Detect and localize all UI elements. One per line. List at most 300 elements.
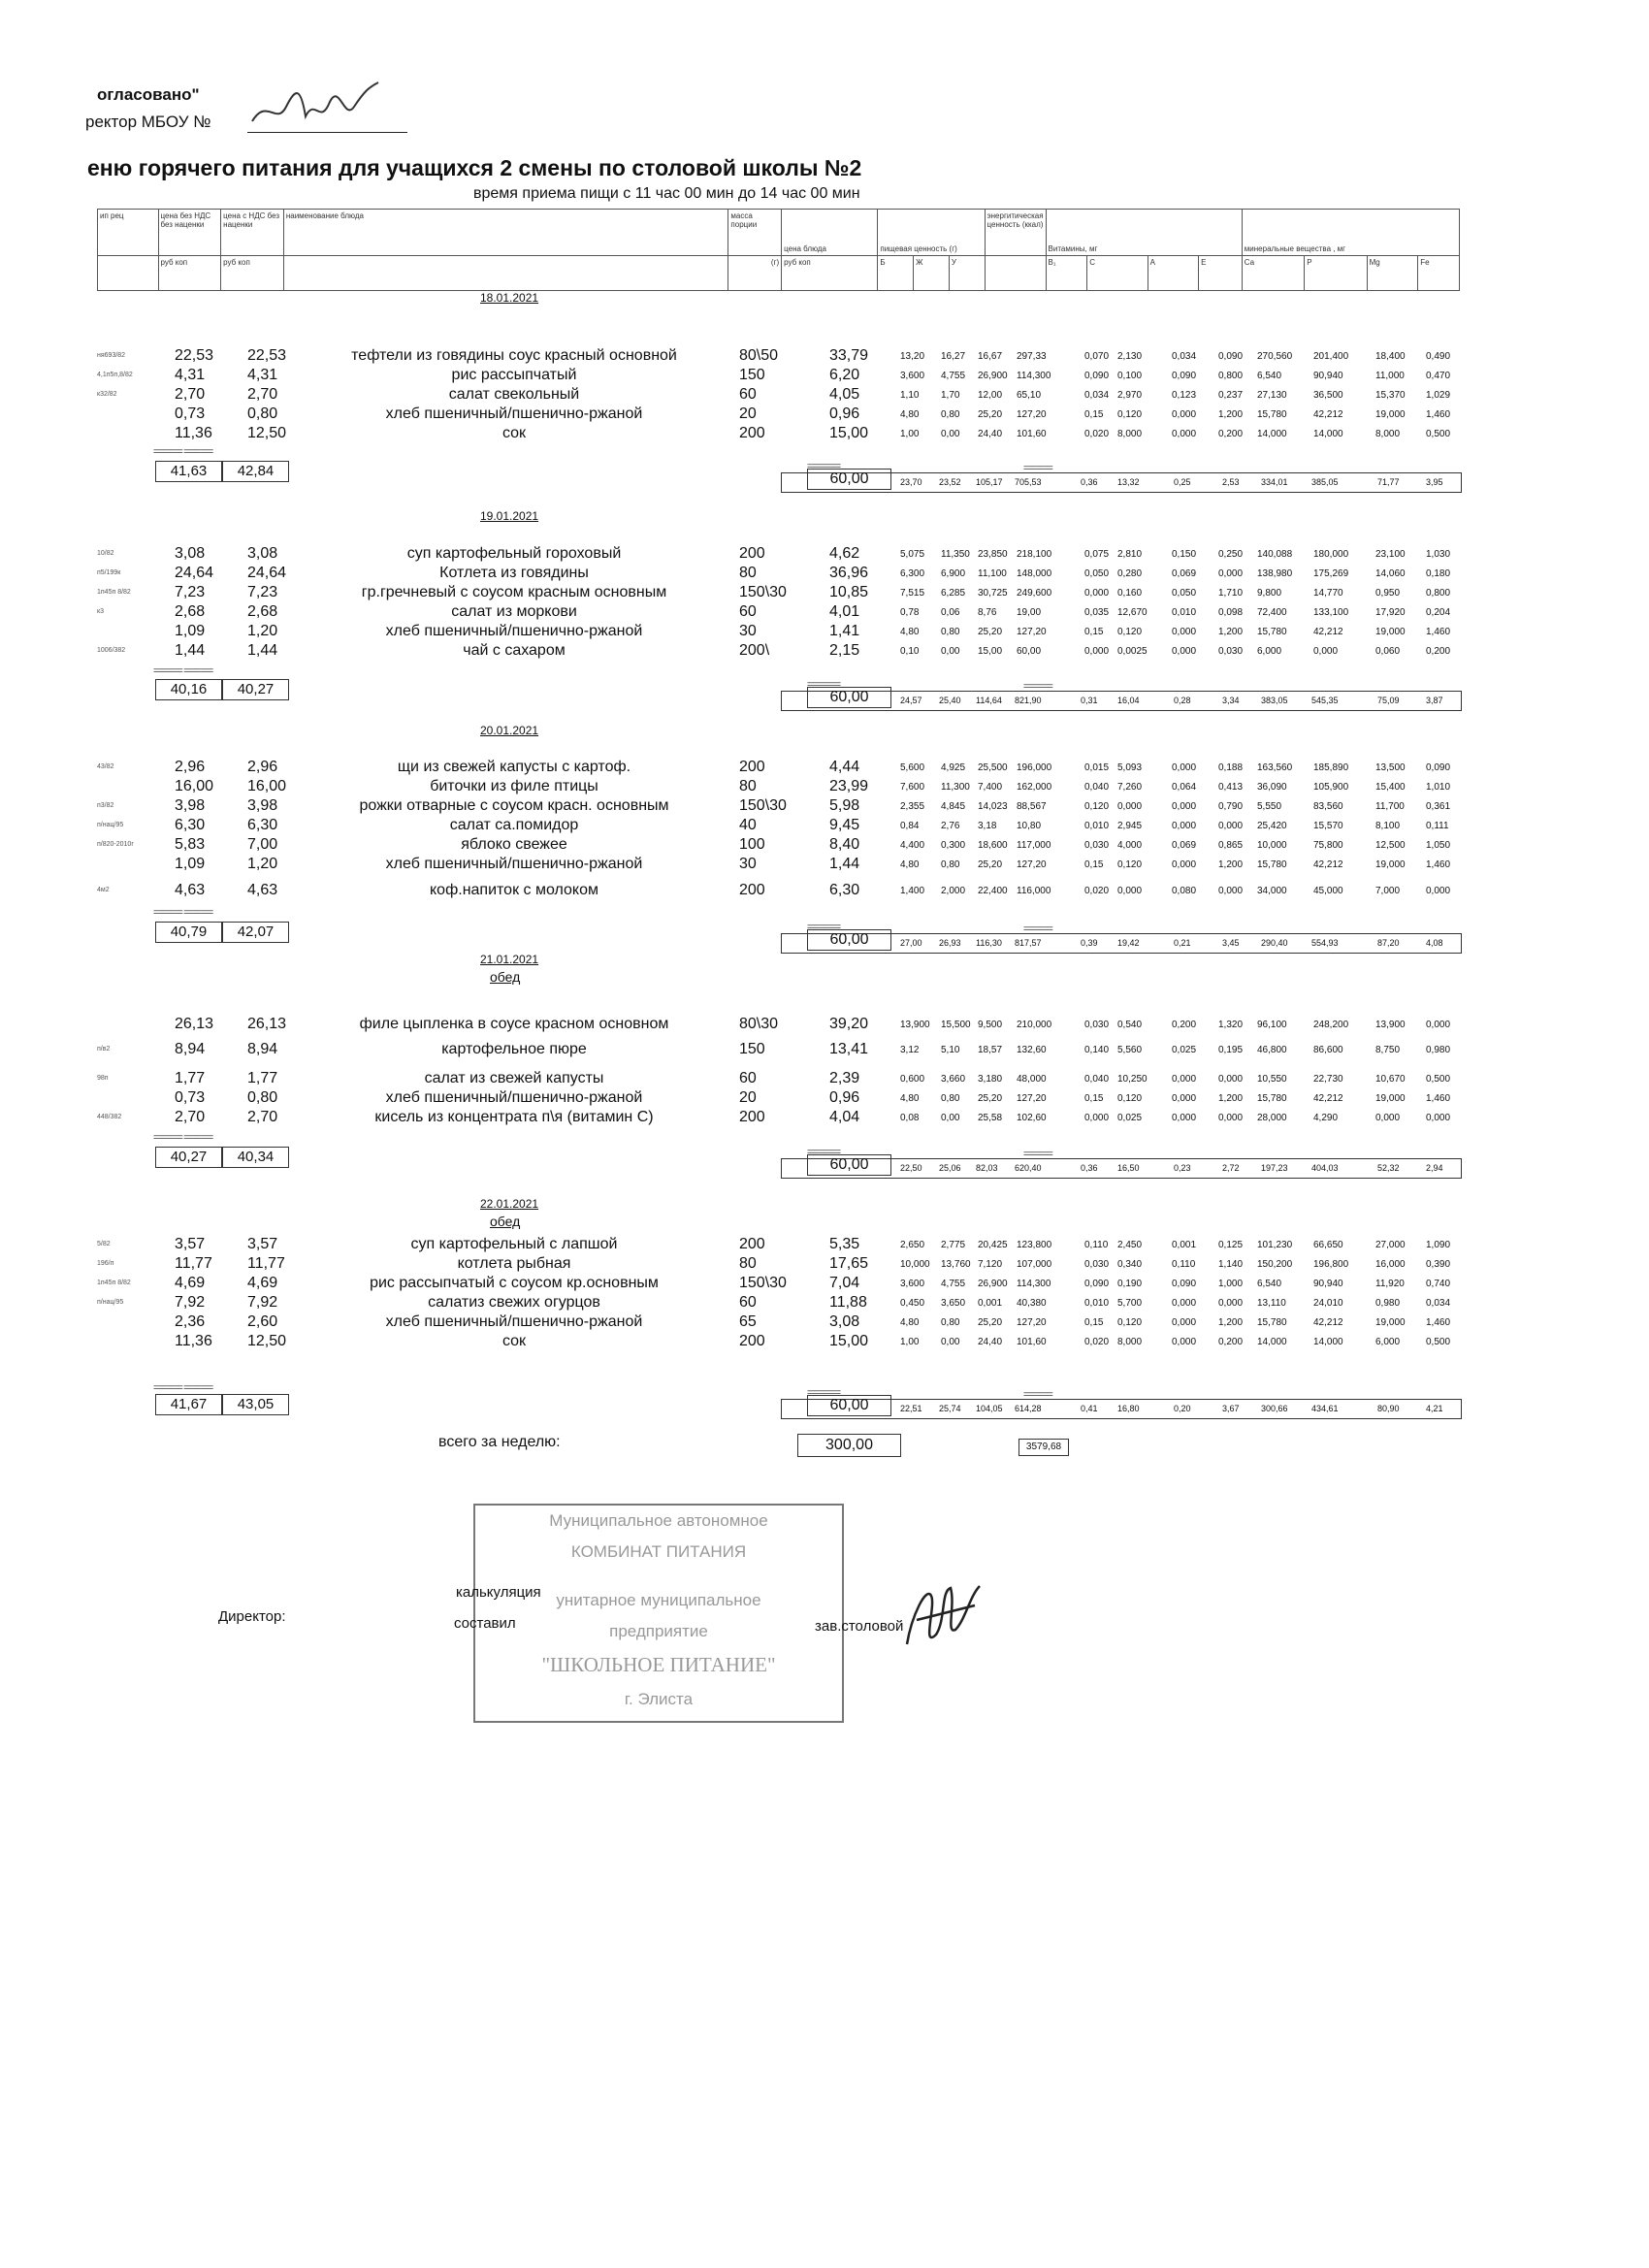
nutrition-value: 4,80 [900, 627, 920, 637]
nutrition-value: 0,030 [1084, 1020, 1110, 1030]
dish-price: 7,04 [829, 1275, 860, 1291]
day-total-value: 0,20 [1174, 1404, 1191, 1413]
nutrition-value: 0,111 [1426, 821, 1449, 831]
stamp-line: КОМБИНАТ ПИТАНИЯ [570, 1542, 747, 1561]
nutrition-value: 13,20 [900, 351, 925, 362]
nutrition-value: 0,030 [1084, 1259, 1110, 1270]
dish-name: суп картофельный с лапшой [410, 1236, 618, 1252]
price-no-vat: 2,96 [175, 759, 206, 775]
dish-price: 11,88 [829, 1294, 867, 1311]
recipe-code: 4м2 [97, 887, 110, 893]
nutrition-value: 16,000 [1375, 1259, 1406, 1270]
day-total-value: 0,23 [1174, 1163, 1191, 1173]
nutrition-value: 11,000 [1375, 371, 1405, 381]
nutrition-value: 9,500 [978, 1020, 1003, 1030]
day-date: 19.01.2021 [480, 509, 539, 523]
nutrition-value: 25,20 [978, 859, 1003, 870]
nutrition-value: 22,730 [1313, 1074, 1343, 1085]
nutrition-value: 0,15 [1084, 1317, 1104, 1328]
nutrition-value: 0,034 [1172, 351, 1197, 362]
day-total-value: 75,09 [1377, 696, 1400, 705]
day-total-value: 22,50 [900, 1163, 922, 1173]
nutrition-value: 4,80 [900, 859, 920, 870]
nutrition-value: 0,950 [1375, 588, 1401, 599]
nutrition-value: 46,800 [1257, 1045, 1287, 1055]
nutrition-value: 14,060 [1375, 568, 1406, 579]
nutrition-value: 0,040 [1084, 782, 1110, 793]
col-dish-name: наименование блюда [283, 210, 728, 256]
nutrition-value: 15,780 [1257, 859, 1287, 870]
nutrition-value: 42,212 [1313, 409, 1343, 420]
dish-price: 23,99 [829, 778, 869, 794]
col-vitamins: Витамины, мг [1046, 210, 1242, 256]
separator: ======= ======= [153, 907, 213, 917]
portion-mass: 200\ [739, 642, 770, 659]
nutrition-value: 0,204 [1426, 607, 1451, 618]
nutrition-value: 25,20 [978, 409, 1003, 420]
nutrition-value: 196,800 [1313, 1259, 1349, 1270]
nutrition-value: 0,000 [1172, 1317, 1197, 1328]
nutrition-value: 0,000 [1172, 646, 1197, 657]
nutrition-value: 16,27 [941, 351, 966, 362]
nutrition-value: 26,900 [978, 1279, 1008, 1289]
unit-gram: (г) [728, 256, 782, 291]
nutrition-value: 0,120 [1084, 801, 1110, 812]
dish-name: хлеб пшеничный/пшенично-ржаной [385, 405, 643, 422]
nutrition-value: 8,750 [1375, 1045, 1401, 1055]
dish-price: 5,35 [829, 1236, 860, 1252]
dish-name: коф.напиток с молоком [430, 882, 598, 898]
separator: ======== [807, 461, 841, 470]
col-price-vat: цена с НДС без наценки [221, 210, 284, 256]
nutrition-value: 9,800 [1257, 588, 1282, 599]
nutrition-value: 66,650 [1313, 1240, 1343, 1250]
nutrition-value: 175,269 [1313, 568, 1349, 579]
nutrition-value: 11,700 [1375, 801, 1405, 812]
nutrition-value: 13,110 [1257, 1298, 1286, 1309]
price-no-vat: 1,09 [175, 856, 206, 872]
dish-price: 9,45 [829, 817, 860, 833]
nutrition-value: 7,600 [900, 782, 925, 793]
nutrition-value: 2,450 [1117, 1240, 1143, 1250]
nutrition-value: 0,069 [1172, 840, 1197, 851]
nutrition-value: 0,15 [1084, 1093, 1104, 1104]
nutrition-value: 180,000 [1313, 549, 1349, 560]
price-no-vat: 3,98 [175, 797, 206, 814]
separator: ======== [807, 922, 841, 931]
price-with-vat: 11,77 [247, 1255, 285, 1272]
nutrition-value: 0,08 [900, 1113, 920, 1123]
nutrition-value: 0,000 [1172, 409, 1197, 420]
recipe-code: п/нац/95 [97, 822, 124, 828]
recipe-code: 10/82 [97, 550, 114, 557]
nutrition-value: 0,06 [941, 607, 960, 618]
nutrition-value: 15,780 [1257, 1317, 1287, 1328]
dish-price: 0,96 [829, 1089, 860, 1106]
dish-name: биточки из филе птицы [430, 778, 598, 794]
price-no-vat: 16,00 [175, 778, 214, 794]
separator: ======== [807, 1147, 841, 1156]
unit-rub: руб коп [158, 256, 221, 291]
nutrition-value: 1,200 [1218, 1317, 1244, 1328]
nutrition-value: 4,925 [941, 762, 966, 773]
nutrition-value: 5,600 [900, 762, 925, 773]
portion-mass: 200 [739, 1333, 765, 1349]
nutrition-value: 132,60 [1017, 1045, 1047, 1055]
column-header-table [97, 209, 1460, 291]
recipe-code: 43/82 [97, 763, 114, 770]
nutrition-value: 1,320 [1218, 1020, 1244, 1030]
price-with-vat: 1,20 [247, 623, 278, 639]
col-energy: энергитическая ценность (ккал) [985, 210, 1046, 256]
day-date: 18.01.2021 [480, 291, 539, 305]
nutrition-value: 90,940 [1313, 1279, 1343, 1289]
nutrition-value: 86,600 [1313, 1045, 1343, 1055]
nutrition-value: 2,775 [941, 1240, 966, 1250]
nutrition-value: 3,600 [900, 1279, 925, 1289]
nutrition-value: 210,000 [1017, 1020, 1052, 1030]
nutrition-value: 0,00 [941, 1337, 960, 1347]
nutrition-value: 0,025 [1117, 1113, 1143, 1123]
day-date: 21.01.2021 [480, 953, 539, 966]
nutrition-value: 25,58 [978, 1113, 1003, 1123]
nutrition-value: 27,130 [1257, 390, 1287, 401]
nutrition-value: 5,560 [1117, 1045, 1143, 1055]
nutrition-value: 1,140 [1218, 1259, 1244, 1270]
day-total-value: 383,05 [1261, 696, 1288, 705]
col-vit-b1: В₁ [1046, 256, 1087, 291]
nutrition-value: 0,865 [1218, 840, 1244, 851]
nutrition-value: 114,300 [1017, 1279, 1051, 1289]
price-no-vat: 26,13 [175, 1016, 214, 1032]
nutrition-value: 0,120 [1117, 1093, 1143, 1104]
day-total-value: 0,39 [1081, 938, 1098, 948]
dish-name: котлета рыбная [457, 1255, 571, 1272]
day-total-value: 25,06 [939, 1163, 961, 1173]
nutrition-value: 23,100 [1375, 549, 1406, 560]
price-no-vat: 2,36 [175, 1313, 206, 1330]
nutrition-value: 2,000 [941, 886, 966, 896]
nutrition-value: 8,000 [1117, 1337, 1143, 1347]
day-total-value: 23,52 [939, 477, 961, 487]
portion-mass: 150\30 [739, 584, 787, 600]
separator: ======= [1023, 1389, 1052, 1399]
nutrition-value: 0,000 [1172, 1074, 1197, 1085]
nutrition-value: 24,40 [978, 1337, 1003, 1347]
nutrition-value: 4,845 [941, 801, 966, 812]
col-protein: Б [878, 256, 914, 291]
nutrition-value: 0,15 [1084, 859, 1104, 870]
nutrition-value: 0,010 [1084, 821, 1110, 831]
nutrition-value: 25,20 [978, 1317, 1003, 1328]
nutrition-value: 2,970 [1117, 390, 1143, 401]
nutrition-value: 0,090 [1426, 762, 1451, 773]
dish-price: 2,39 [829, 1070, 860, 1086]
separator: ======= ======= [153, 1382, 213, 1392]
portion-mass: 200 [739, 425, 765, 441]
dish-name: сок [501, 1333, 527, 1349]
nutrition-value: 127,20 [1017, 1317, 1047, 1328]
nutrition-value: 105,900 [1313, 782, 1349, 793]
nutrition-value: 0,80 [941, 409, 960, 420]
nutrition-value: 12,00 [978, 390, 1003, 401]
nutrition-value: 0,020 [1084, 1337, 1110, 1347]
nutrition-value: 83,560 [1313, 801, 1343, 812]
price-with-vat: 3,57 [247, 1236, 278, 1252]
day-total-value: 554,93 [1311, 938, 1339, 948]
dish-name: салат из свежей капусты [424, 1070, 604, 1086]
nutrition-value: 0,050 [1084, 568, 1110, 579]
nutrition-value: 17,920 [1375, 607, 1406, 618]
nutrition-value: 0,120 [1117, 627, 1143, 637]
nutrition-value: 40,380 [1017, 1298, 1047, 1309]
day-sum-no-vat: 40,27 [155, 1147, 222, 1168]
week-total-label: всего за неделю: [438, 1434, 561, 1450]
dish-price: 4,05 [829, 386, 860, 403]
approved-label: огласовано" [97, 85, 200, 104]
nutrition-value: 0,790 [1218, 801, 1244, 812]
nutrition-value: 0,064 [1172, 782, 1197, 793]
nutrition-value: 2,945 [1117, 821, 1143, 831]
nutrition-value: 114,300 [1017, 371, 1051, 381]
portion-mass: 200 [739, 759, 765, 775]
day-total-value: 3,95 [1426, 477, 1443, 487]
day-total-value: 27,00 [900, 938, 922, 948]
dish-price: 1,44 [829, 856, 860, 872]
price-with-vat: 2,96 [247, 759, 278, 775]
nutrition-value: 0,200 [1426, 646, 1451, 657]
price-no-vat: 1,77 [175, 1070, 206, 1086]
dish-name: салат свекольный [448, 386, 580, 403]
nutrition-value: 1,460 [1426, 1093, 1451, 1104]
separator: ======= ======= [153, 665, 213, 675]
nutrition-value: 18,600 [978, 840, 1008, 851]
nutrition-value: 0,80 [941, 1317, 960, 1328]
nutrition-value: 2,130 [1117, 351, 1143, 362]
day-sum-with-vat: 40,27 [222, 679, 289, 700]
nutrition-value: 7,260 [1117, 782, 1143, 793]
nutrition-value: 0,80 [941, 1093, 960, 1104]
nutrition-value: 25,20 [978, 1093, 1003, 1104]
day-total-value: 4,08 [1426, 938, 1443, 948]
nutrition-value: 0,280 [1117, 568, 1143, 579]
price-no-vat: 2,68 [175, 603, 206, 620]
portion-mass: 80\50 [739, 347, 779, 364]
nutrition-value: 19,00 [1017, 607, 1042, 618]
dish-price: 39,20 [829, 1016, 869, 1032]
dish-name: Котлета из говядины [439, 565, 589, 581]
nutrition-value: 4,755 [941, 371, 966, 381]
price-with-vat: 2,68 [247, 603, 278, 620]
nutrition-value: 0,540 [1117, 1020, 1143, 1030]
nutrition-value: 0,120 [1117, 1317, 1143, 1328]
nutrition-value: 8,100 [1375, 821, 1401, 831]
footer-canteen-head: зав.столовой [815, 1618, 904, 1635]
dish-price: 3,08 [829, 1313, 860, 1330]
nutrition-value: 4,400 [900, 840, 925, 851]
nutrition-value: 13,760 [941, 1259, 971, 1270]
nutrition-value: 6,540 [1257, 1279, 1282, 1289]
day-total-value: 71,77 [1377, 477, 1400, 487]
nutrition-value: 0,020 [1084, 429, 1110, 439]
nutrition-value: 0,15 [1084, 409, 1104, 420]
nutrition-value: 0,000 [1218, 821, 1244, 831]
nutrition-value: 6,900 [941, 568, 966, 579]
portion-mass: 80 [739, 778, 757, 794]
stamp-line: "ШКОЛЬНОЕ ПИТАНИЕ" [541, 1653, 776, 1676]
separator: ======= [1023, 681, 1052, 691]
nutrition-value: 0,125 [1218, 1240, 1244, 1250]
nutrition-value: 0,015 [1084, 762, 1110, 773]
recipe-code: 5/82 [97, 1241, 111, 1247]
day-total-value: 114,64 [976, 696, 1002, 705]
nutrition-value: 1,090 [1426, 1240, 1451, 1250]
day-sum-no-vat: 40,79 [155, 922, 222, 943]
dish-name: хлеб пшеничный/пшенично-ржаной [385, 1089, 643, 1106]
nutrition-value: 297,33 [1017, 351, 1047, 362]
nutrition-value: 14,023 [978, 801, 1008, 812]
day-total-value: 16,80 [1117, 1404, 1140, 1413]
price-with-vat: 8,94 [247, 1041, 278, 1057]
nutrition-value: 127,20 [1017, 409, 1047, 420]
nutrition-value: 0,000 [1084, 588, 1110, 599]
price-with-vat: 1,77 [247, 1070, 278, 1086]
nutrition-value: 16,67 [978, 351, 1003, 362]
nutrition-value: 0,030 [1084, 840, 1110, 851]
price-no-vat: 8,94 [175, 1041, 206, 1057]
nutrition-value: 4,755 [941, 1279, 966, 1289]
nutrition-value: 0,090 [1172, 371, 1197, 381]
nutrition-value: 0,010 [1084, 1298, 1110, 1309]
nutrition-value: 42,212 [1313, 1093, 1343, 1104]
nutrition-value: 0,000 [1426, 1020, 1451, 1030]
nutrition-value: 10,000 [900, 1259, 930, 1270]
dish-name: сок [501, 425, 527, 441]
nutrition-value: 0,000 [1172, 1337, 1197, 1347]
recipe-code: 448/382 [97, 1114, 122, 1120]
nutrition-value: 0,050 [1172, 588, 1197, 599]
nutrition-value: 1,050 [1426, 840, 1451, 851]
nutrition-value: 138,980 [1257, 568, 1293, 579]
nutrition-value: 0,000 [1117, 886, 1143, 896]
nutrition-value: 15,780 [1257, 1093, 1287, 1104]
nutrition-value: 162,000 [1017, 782, 1052, 793]
nutrition-value: 5,550 [1257, 801, 1282, 812]
price-no-vat: 1,09 [175, 623, 206, 639]
nutrition-value: 0,080 [1172, 886, 1197, 896]
nutrition-value: 4,80 [900, 409, 920, 420]
nutrition-value: 0,300 [941, 840, 966, 851]
nutrition-value: 0,195 [1218, 1045, 1244, 1055]
nutrition-value: 11,350 [941, 549, 970, 560]
nutrition-value: 1,400 [900, 886, 925, 896]
nutrition-value: 11,920 [1375, 1279, 1405, 1289]
nutrition-value: 0,120 [1117, 859, 1143, 870]
nutrition-value: 65,10 [1017, 390, 1042, 401]
day-total-value: 25,40 [939, 696, 961, 705]
nutrition-value: 0,035 [1084, 607, 1110, 618]
col-vit-a: А [1148, 256, 1199, 291]
nutrition-value: 1,200 [1218, 627, 1244, 637]
nutrition-value: 196,000 [1017, 762, 1052, 773]
nutrition-value: 4,80 [900, 1093, 920, 1104]
nutrition-value: 22,400 [978, 886, 1008, 896]
recipe-code: 196/п [97, 1260, 114, 1267]
nutrition-value: 0,490 [1426, 351, 1451, 362]
nutrition-value: 0,980 [1426, 1045, 1451, 1055]
day-total-value: 105,17 [976, 477, 1003, 487]
col-fe: Fe [1418, 256, 1460, 291]
nutrition-value: 15,500 [941, 1020, 971, 1030]
nutrition-value: 3,18 [978, 821, 997, 831]
nutrition-value: 10,80 [1017, 821, 1042, 831]
nutrition-value: 19,000 [1375, 1317, 1406, 1328]
portion-mass: 150 [739, 367, 765, 383]
col-carb: У [949, 256, 985, 291]
day-total-value: 404,03 [1311, 1163, 1339, 1173]
day-total-value: 290,40 [1261, 938, 1288, 948]
price-no-vat: 11,77 [175, 1255, 212, 1272]
nutrition-value: 48,000 [1017, 1074, 1047, 1085]
separator: ======= [1023, 463, 1052, 472]
nutrition-value: 0,069 [1172, 568, 1197, 579]
dish-price: 0,96 [829, 405, 860, 422]
portion-mass: 200 [739, 1236, 765, 1252]
col-p: Р [1305, 256, 1367, 291]
dish-price: 10,85 [829, 584, 869, 600]
separator: ======= [1023, 1149, 1052, 1158]
col-dish-price: цена блюда [782, 210, 878, 256]
dish-price: 4,04 [829, 1109, 860, 1125]
recipe-code: п3/82 [97, 802, 114, 809]
recipe-code: п/820-2010г [97, 841, 134, 848]
nutrition-value: 0,00 [941, 429, 960, 439]
separator: ======== [807, 679, 841, 689]
price-with-vat: 1,20 [247, 856, 278, 872]
day-date: 20.01.2021 [480, 724, 539, 737]
nutrition-value: 0,110 [1172, 1259, 1196, 1270]
nutrition-value: 75,800 [1313, 840, 1343, 851]
nutrition-value: 0,000 [1313, 646, 1339, 657]
nutrition-value: 10,550 [1257, 1074, 1287, 1085]
nutrition-value: 0,150 [1172, 549, 1197, 560]
nutrition-value: 15,780 [1257, 627, 1287, 637]
nutrition-value: 0,00 [941, 646, 960, 657]
dish-price: 6,20 [829, 367, 860, 383]
recipe-code: п5/199к [97, 569, 121, 576]
day-total-price: 60,00 [807, 929, 891, 951]
col-ca: Са [1242, 256, 1304, 291]
portion-mass: 60 [739, 386, 757, 403]
day-total-value: 3,67 [1222, 1404, 1240, 1413]
nutrition-value: 1,460 [1426, 1317, 1451, 1328]
nutrition-value: 0,001 [1172, 1240, 1197, 1250]
recipe-code: 1006/382 [97, 647, 126, 654]
nutrition-value: 0,090 [1172, 1279, 1197, 1289]
nutrition-value: 13,900 [900, 1020, 930, 1030]
nutrition-value: 7,120 [978, 1259, 1003, 1270]
nutrition-value: 6,000 [1375, 1337, 1401, 1347]
portion-mass: 40 [739, 817, 757, 833]
nutrition-value: 0,000 [1172, 801, 1197, 812]
price-no-vat: 0,73 [175, 405, 206, 422]
nutrition-value: 0,600 [900, 1074, 925, 1085]
nutrition-value: 0,090 [1084, 371, 1110, 381]
nutrition-value: 0,120 [1117, 409, 1143, 420]
dish-price: 4,44 [829, 759, 860, 775]
nutrition-value: 0,000 [1375, 1113, 1401, 1123]
nutrition-value: 4,000 [1117, 840, 1143, 851]
